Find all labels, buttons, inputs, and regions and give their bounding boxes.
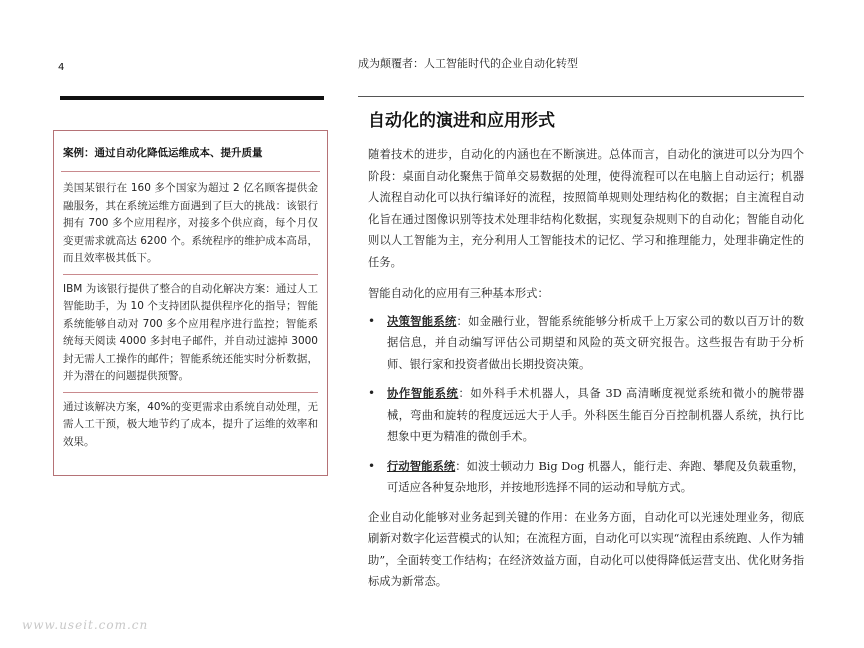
form-description: ：如金融行业，智能系统能够分析成千上万家公司的数以百万计的数据信息，并自动编写评估公司期望和风险的英文研究报告。这些报告有助于分析师、银行家和投资者做出长期投资决策。 [387, 314, 804, 371]
forms-lead-paragraph: 智能自动化的应用有三种基本形式： [368, 287, 549, 300]
form-description: ：如外科手术机器人，具备 3D 高清晰度视觉系统和微小的腕带器械，弯曲和旋转的程度远远大于人手。外科医生能百分百控制机器人系统，执行比想象中更为精准的微创手术。 [387, 387, 804, 443]
right-column-rule [358, 96, 804, 97]
bullet-icon: • [368, 313, 376, 328]
bullet-icon: • [368, 458, 376, 473]
left-column-rule [60, 96, 324, 100]
case-study-paragraph: 美国某银行在 160 多个国家为超过 2 亿名顾客提供金融服务，其在系统运维方面遇到了巨大的挑战：该银行拥有 700 多个应用程序，对接多个供应商，每个月仅变更需求就高达 6200 个。系统程序的维护成本高昂，而且效率极其低下。 [63, 180, 318, 275]
list-item [368, 383, 804, 448]
automation-forms-list [368, 311, 804, 499]
intro-paragraph: 随着技术的进步，自动化的内涵也在不断演进。总体而言，自动化的演进可以分为四个阶段：桌面自动化聚焦于简单交易数据的处理，使得流程可以在电脑上自动运行；机器人流程自动化可以执行编译好的流程，按照简单规则处理结构化的数据；自主流程自动化旨在通过图像识别等技术处理非结构化数据，实现复杂规则下的自动化；智能自动化则以人工智能为主，充分利用人工智能技术的记忆、学习和推理能力，处理非确定性的任务。 [368, 148, 804, 269]
bullet-icon: • [368, 386, 376, 400]
section-heading: 自动化的演进和应用形式 [368, 111, 555, 131]
list-item [368, 456, 804, 499]
form-description: ：如波士顿动力 Big Dog 机器人，能行走、奔跑、攀爬及负载重物，可适应各种复杂地形，并按地形选择不同的运动和导航方式。 [387, 459, 804, 494]
form-term: 决策智能系统 [387, 314, 457, 328]
main-text-column [368, 144, 804, 593]
form-term: 行动智能系统 [387, 459, 456, 473]
page-number: 4 [58, 62, 65, 73]
case-study-box [53, 130, 328, 476]
case-study-paragraph: 通过该解决方案，40%的变更需求由系统自动处理，无需人工干预，极大地节约了成本，提升了运维的效率和效果。 [63, 400, 318, 448]
list-item [368, 311, 804, 376]
case-study-title: 案例：通过自动化降低运维成本、提升质量 [61, 145, 320, 172]
closing-paragraph: 企业自动化能够对业务起到关键的作用：在业务方面，自动化可以光速处理业务，彻底刷新对数字化运营模式的认知；在流程方面，自动化可以实现“流程由系统跑、人作为辅助”，全面转变工作结构；在经济效益方面，自动化可以使得降低运营支出、优化财务指标成为新常态。 [368, 510, 804, 588]
running-title: 成为颠覆者：人工智能时代的企业自动化转型 [358, 57, 578, 70]
watermark: www.useit.com.cn [22, 618, 149, 632]
form-term: 协作智能系统 [387, 387, 459, 400]
case-study-paragraph: IBM 为该银行提供了整合的自动化解决方案：通过人工智能助手，为 10 个支持团队提供程序化的指导；智能系统能够自动对 700 多个应用程序进行监控；智能系统每天阅读 4000 多封电子邮件，并自动过滤掉 3000 封无需人工操作的邮件；智能系统还能实时分析数据，并为潜在的问题提供预警。 [63, 281, 318, 393]
